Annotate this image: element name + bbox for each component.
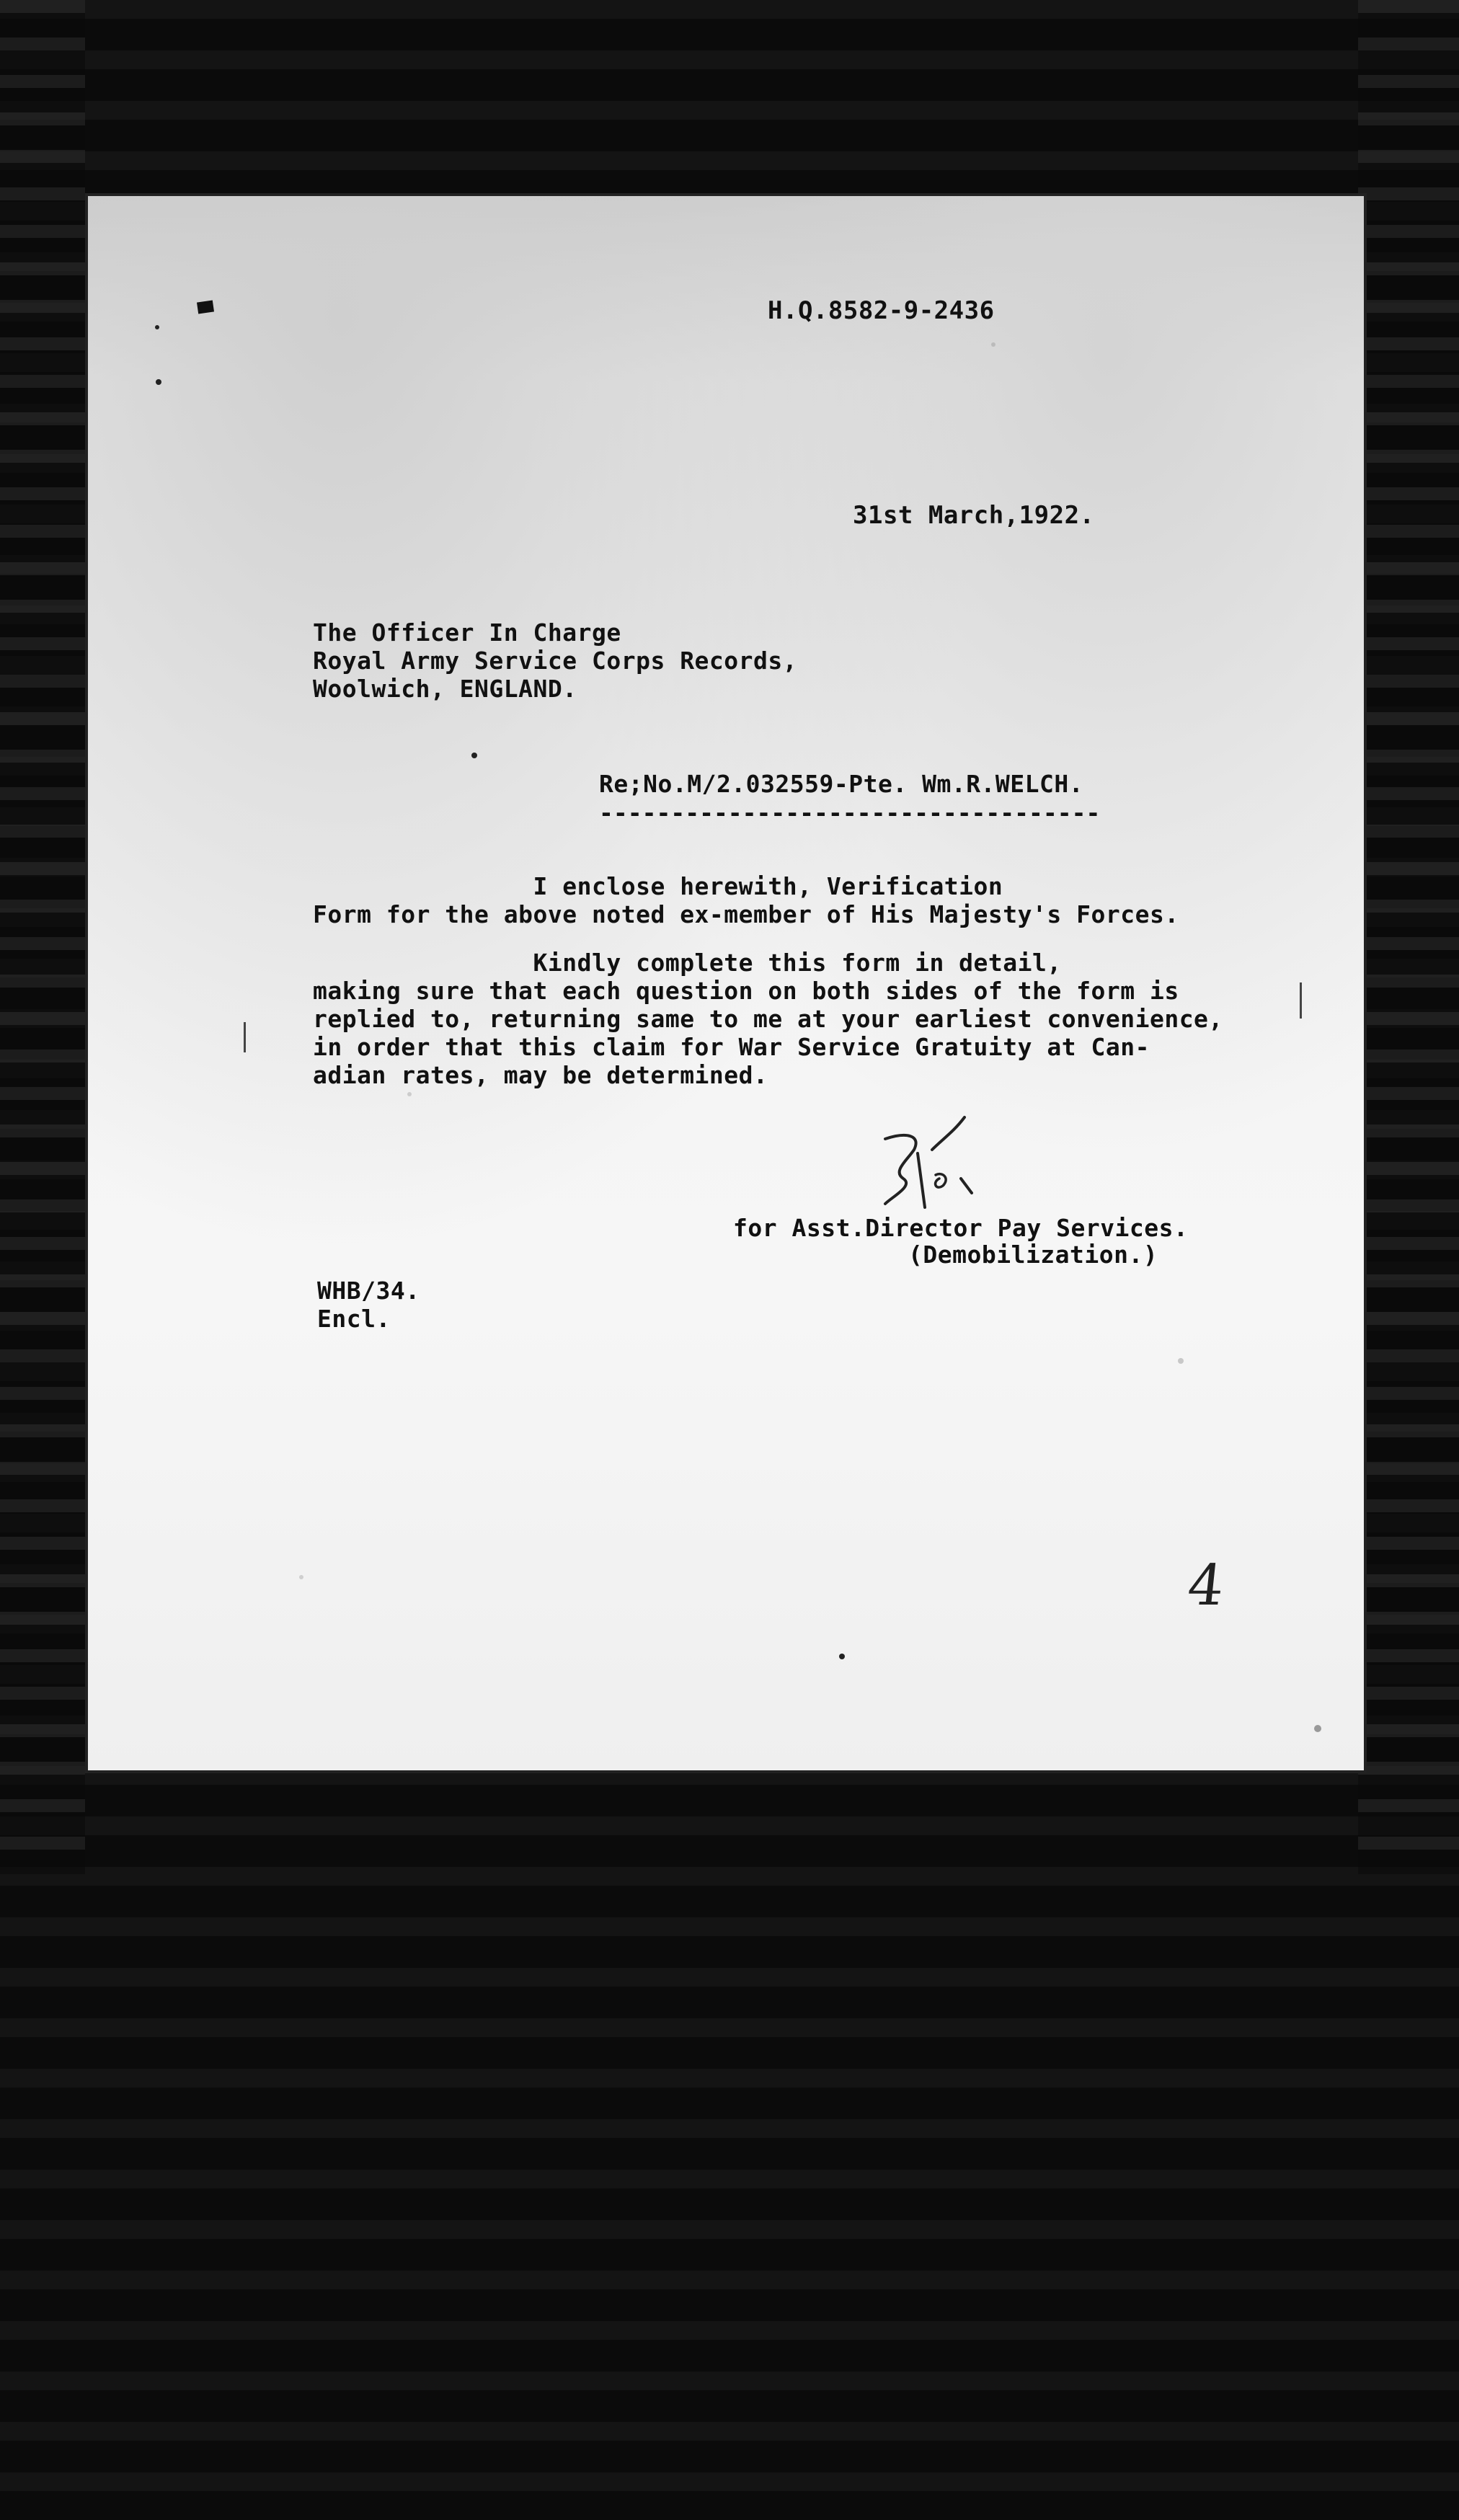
margin-mark — [244, 1022, 246, 1052]
reference-block — [317, 1277, 420, 1333]
body-line: making sure that each question on both sides of the form is — [313, 977, 1179, 1005]
body-line: replied to, returning same to me at your earliest convenience, — [313, 1005, 1223, 1033]
body-line: adian rates, may be determined. — [313, 1061, 768, 1089]
address-line: Woolwich, ENGLAND. — [313, 675, 577, 703]
handwritten-page-number: 4 — [1184, 1553, 1228, 1618]
body-line: Form for the above noted ex-member of His Majesty's Forces. — [313, 900, 1179, 928]
recipient-address — [313, 618, 797, 703]
body-line: I enclose herewith, Verification — [313, 872, 1003, 900]
body-line: in order that this claim for War Service Gratuity at Can- — [313, 1033, 1150, 1061]
subject-line: Re;No.M/2.032559-Pte. Wm.R.WELCH. — [599, 770, 1084, 798]
reference-code: WHB/34. — [317, 1277, 420, 1305]
letter-page — [85, 193, 1367, 1773]
address-line: The Officer In Charge — [313, 618, 621, 647]
letter-date: 31st March,1922. — [853, 501, 1095, 530]
handwritten-initials-signature — [864, 1110, 1008, 1218]
body-line: Kindly complete this form in detail, — [313, 949, 1062, 977]
letter-body — [313, 872, 1223, 1089]
address-line: Royal Army Service Corps Records, — [313, 647, 798, 675]
body-line — [313, 928, 1223, 949]
signature-department: (Demobilization.) — [908, 1241, 1158, 1269]
enclosure-note: Encl. — [317, 1305, 391, 1333]
margin-mark — [1300, 982, 1302, 1019]
file-number: H.Q.8582-9-2436 — [768, 296, 995, 325]
film-edge-right — [1358, 0, 1459, 1874]
subject-underline: ----------------------------------- — [599, 799, 1101, 827]
film-edge-left — [0, 0, 85, 1874]
signature-title: for Asst.Director Pay Services. — [733, 1214, 1189, 1242]
